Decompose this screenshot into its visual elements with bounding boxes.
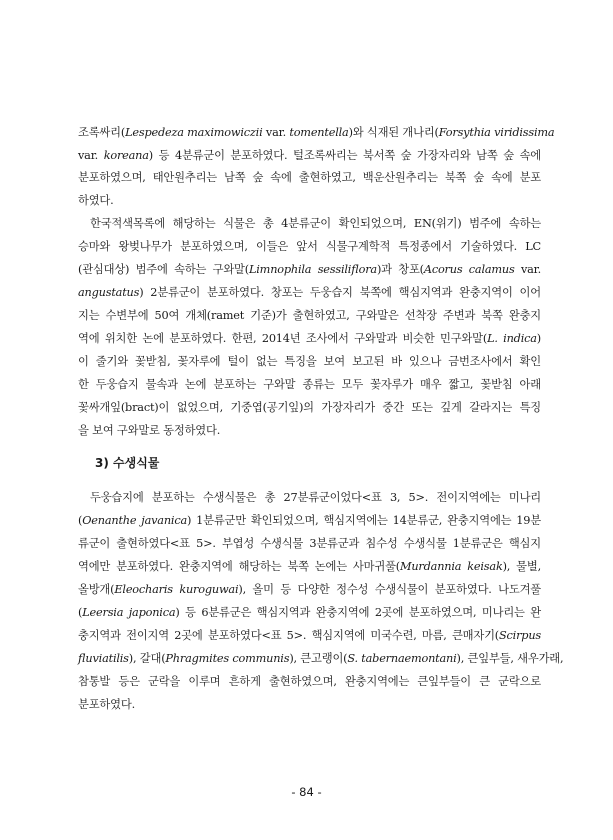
scientific-name: Forsythia viridissima — [438, 126, 555, 139]
scientific-name: koreana — [103, 149, 149, 162]
scientific-name: angustatus — [78, 286, 140, 299]
text-line: (Leersia japonica) 등 6분류군은 핵심지역과 완충지역에 2곳에 분포하였으며, 미나리는 완 — [78, 606, 541, 619]
scientific-name: Eleocharis kuroguwai — [114, 583, 239, 596]
text-line: 꽃싸개잎(bract)이 없었으며, 기중엽(공기잎)의 가장자리가 중간 또는 깊게 갈라지는 특징 — [78, 401, 541, 414]
scientific-name: Acorus calamus — [423, 263, 515, 276]
scientific-name: L. indica — [487, 332, 537, 345]
text-line: angustatus) 2분류군이 분포하였다. 창포는 두웅습지 북쪽에 핵심지역과 완충지역이 이어 — [78, 286, 541, 299]
text-line: 지는 수변부에 50여 개체(ramet 기준)가 출현하였고, 구와말은 선착장 주변과 북쪽 완충지 — [78, 309, 541, 322]
text-line: 분포하였으며, 태안원추리는 남쪽 숲 속에 출현하였고, 백운산원추리는 북쪽 숲 속에 분포 — [78, 171, 541, 184]
text-line: 한국적색목록에 해당하는 식물은 총 4분류군이 확인되었으며, EN(위기) 범주에 속하는 — [90, 217, 541, 230]
scientific-name: Phragmites communis — [165, 652, 290, 665]
text-line: (관심대상) 범주에 속하는 구와말(Limnophila sessiliflora)과 창포(Acorus calamus var. — [78, 263, 542, 276]
text-line: 이 줄기와 꽃받침, 꽃자루에 털이 없는 특징을 보여 보고된 바 있으나 금번조사에서 확인 — [78, 355, 541, 368]
scientific-name: fluviatilis — [78, 652, 129, 665]
text-line: 승마와 왕벚나무가 분포하였으며, 이들은 앞서 식물구계학적 특정종에서 기술하였다. LC — [78, 240, 541, 253]
scientific-name: Murdannia keisak — [399, 560, 503, 573]
text-line: 한 두웅습지 물속과 논에 분포하는 구와말 종류는 모두 꽃자루가 매우 짧고, 꽃받침 아래 — [78, 378, 541, 391]
text-line: (Oenanthe javanica) 1분류군만 확인되었으며, 핵심지역에는 14분류군, 완충지역에는 19분 — [78, 514, 541, 527]
scientific-name: Limnophila sessiliflora — [248, 263, 377, 276]
text-line: 충지역과 전이지역 2곳에 분포하였다<표 5>. 핵심지역에 미국수련, 마름, 큰매자기(Scirpus — [78, 629, 541, 642]
text-line: 조록싸리(Lespedeza maximowiczii var. tomentella)와 식재된 개나리(Forsythia viridissima — [78, 126, 555, 139]
text-line: 역에 위치한 논에 분포하였다. 한편, 2014년 조사에서 구와말과 비슷한 민구와말(L. indica) — [78, 332, 541, 345]
page-number: - 84 - — [291, 785, 322, 799]
scientific-name: tomentella — [289, 126, 349, 139]
text-line: 분포하였다. — [78, 698, 135, 711]
scientific-name: Oenanthe javanica — [82, 514, 187, 527]
text-line: var. koreana) 등 4분류군이 분포하였다. 털조록싸리는 북서쪽 숲 가장자리와 남쪽 숲 속에 — [78, 149, 541, 162]
scientific-name: Scirpus — [499, 629, 541, 642]
scientific-name: Lespedeza maximowiczii — [125, 126, 263, 139]
text-line: 참통발 등은 군락을 이루며 흔하게 출현하였으며, 완충지역에는 큰잎부들이 큰 군락으로 — [78, 675, 541, 688]
text-line: 올방개(Eleocharis kuroguwai), 올미 등 다양한 정수성 수생식물이 분포하였다. 나도겨풀 — [78, 583, 542, 596]
scientific-name: Leersia japonica — [82, 606, 176, 619]
text-line: 두웅습지에 분포하는 수생식물은 총 27분류군이었다<표 3, 5>. 전이지역에는 미나리 — [90, 491, 541, 504]
text-line: 하였다. — [78, 194, 114, 207]
section-heading: 3) 수생식물 — [95, 456, 160, 470]
text-line: 을 보여 구와말로 동정하였다. — [78, 424, 221, 437]
text-line: 역에만 분포하였다. 완충지역에 해당하는 북쪽 논에는 사마귀풀(Murdannia keisak), 물별, — [78, 560, 541, 573]
text-line: 류군이 출현하였다<표 5>. 부엽성 수생식물 3분류군과 침수성 수생식물 1분류군은 핵심지 — [78, 537, 541, 550]
text-line: fluviatilis), 갈대(Phragmites communis), 큰고랭이(S. tabernaemontani), 큰잎부들, 새우가래, — [78, 652, 564, 665]
scientific-name: S. tabernaemontani — [347, 652, 457, 665]
